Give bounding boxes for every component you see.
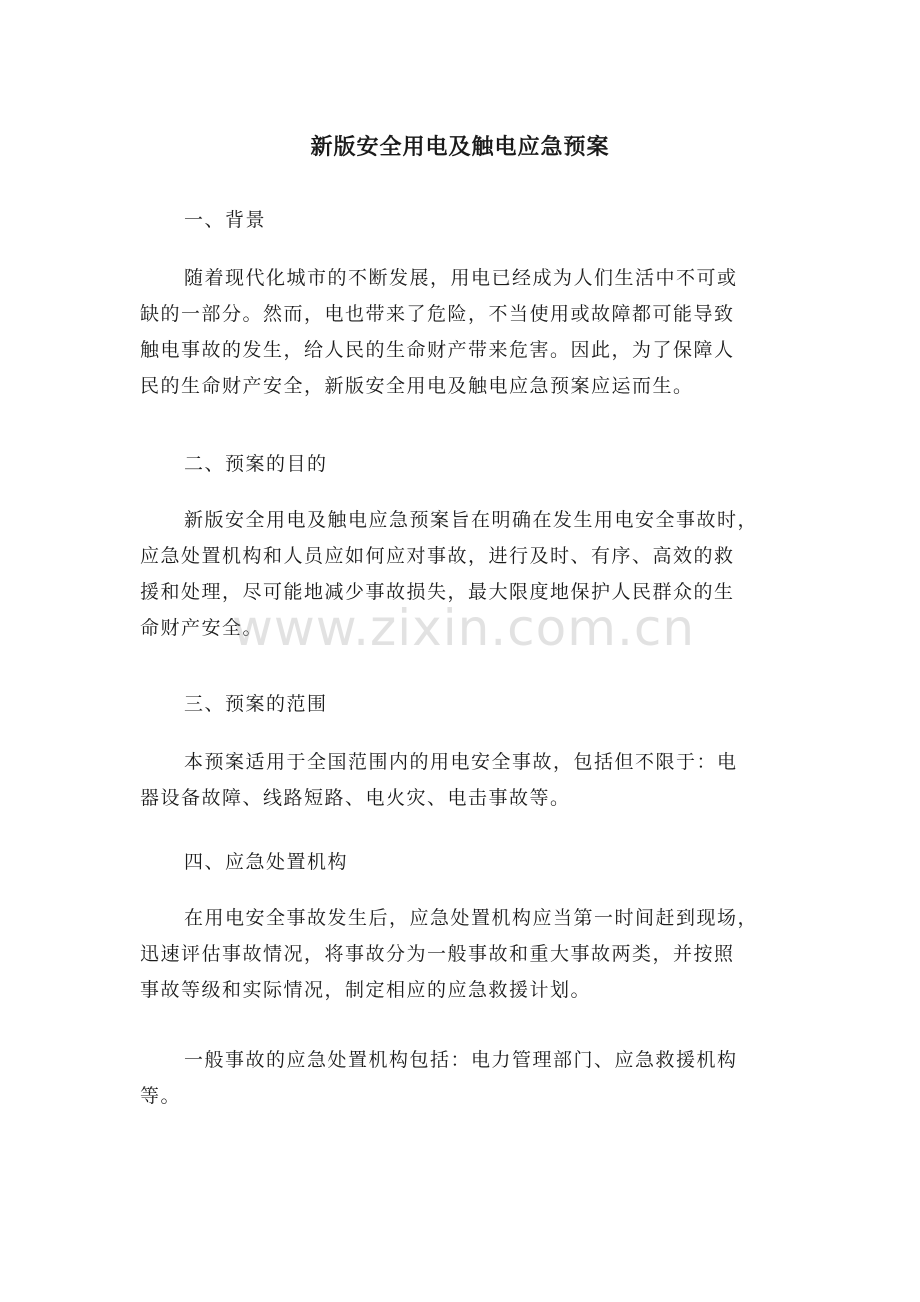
paragraph-line: 新版安全用电及触电应急预案旨在明确在发生用电安全事故时， <box>184 509 759 531</box>
paragraph-line: 一般事故的应急处置机构包括：电力管理部门、应急救援机构 <box>184 1049 738 1071</box>
paragraph-line: 触电事故的发生，给人民的生命财产带来危害。因此，为了保障人 <box>140 339 735 361</box>
paragraph-agency <box>140 900 800 1008</box>
paragraph-line: 民的生命财产安全，新版安全用电及触电应急预案应运而生。 <box>140 375 694 397</box>
paragraph-line: 事故等级和实际情况，制定相应的应急救援计划。 <box>140 979 592 1001</box>
paragraph-line: 等。 <box>140 1085 182 1107</box>
watermark: www.zixin.com.cn <box>232 599 696 657</box>
paragraph-line: 迅速评估事故情况，将事故分为一般事故和重大事故两类，并按照 <box>140 943 735 965</box>
section-heading-scope: 三、预案的范围 <box>184 693 328 715</box>
paragraph-background <box>140 260 800 404</box>
paragraph-purpose <box>140 502 800 646</box>
paragraph-line: 在用电安全事故发生后，应急处置机构应当第一时间赶到现场， <box>184 907 759 929</box>
paragraph-line: 命财产安全。 <box>140 617 264 639</box>
paragraph-line: 器设备故障、线路短路、电火灾、电击事故等。 <box>140 787 571 809</box>
section-heading-background: 一、背景 <box>184 209 267 231</box>
paragraph-line: 缺的一部分。然而，电也带来了危险，不当使用或故障都可能导致 <box>140 303 735 325</box>
section-heading-agency: 四、应急处置机构 <box>184 851 349 873</box>
paragraph-line: 随着现代化城市的不断发展，用电已经成为人们生活中不可或 <box>184 267 738 289</box>
paragraph-line: 应急处置机构和人员应如何应对事故，进行及时、有序、高效的救 <box>140 545 735 567</box>
paragraph-line: 援和处理，尽可能地减少事故损失，最大限度地保护人民群众的生 <box>140 581 735 603</box>
paragraph-general-accident <box>140 1042 800 1114</box>
section-heading-purpose: 二、预案的目的 <box>184 453 328 475</box>
paragraph-line: 本预案适用于全国范围内的用电安全事故，包括但不限于：电 <box>184 751 738 773</box>
paragraph-scope <box>140 744 800 816</box>
document-title: 新版安全用电及触电应急预案 <box>310 135 610 160</box>
